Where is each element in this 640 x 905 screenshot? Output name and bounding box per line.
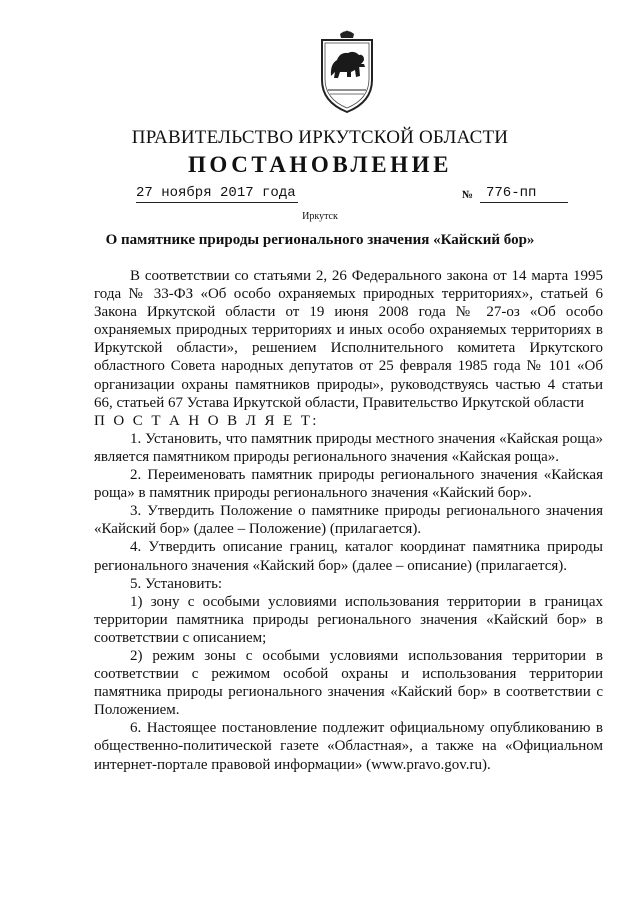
list-item: 1. Установить, что памятник природы местного значения «Кайская роща» является памятником природы регионального значения «Кайская роща». <box>94 430 603 465</box>
document-type: ПОСТАНОВЛЕНИЕ <box>187 152 453 177</box>
resolves-heading: П О С Т А Н О В Л Я Е Т: <box>94 412 319 429</box>
document-date: 27 ноября 2017 года <box>136 185 296 201</box>
government-name: ПРАВИТЕЛЬСТВО ИРКУТСКОЙ ОБЛАСТИ <box>131 127 509 148</box>
city-name: Иркутск <box>302 211 338 222</box>
number-sign: № <box>462 189 474 201</box>
list-item: 6. Настоящее постановление подлежит официальному опубликованию в общественно-политической газете «Областная», а также на «Официальном интернет-портале правовой информации» (www.pravo.gov.ru). <box>94 720 603 773</box>
preamble-paragraph: В соответствии со статьями 2, 26 Федерального закона от 14 марта 1995 года № 33-ФЗ «Об особо охраняемых природных территориях», статьей 6 Закона Иркутской области от 19 июня 2008 года № 27-оз «Об особо охраняемых природных территориях и иных особо охраняемых территориях в Иркутской области», решением Исполнительного комитета Иркутского областного Совета народных депутатов от 25 февраля 1985 года № 101 «Об организации охраны памятников природы», руководствуясь частью 4 статьи 66, статьей 67 Устава Иркутской области, Правительство Иркутской области <box>94 268 603 411</box>
list-item: 3. Утвердить Положение о памятнике природы регионального значения «Кайский бор» (далее – Положение) (прилагается). <box>94 503 603 538</box>
list-item: 1) зону с особыми условиями использования территории в границах территории памятника природы регионального значения «Кайский бор» в соответствии с описанием; <box>94 593 603 646</box>
list-item: 5. Установить: <box>130 575 223 592</box>
coat-of-arms-icon <box>318 28 376 116</box>
list-item: 2) режим зоны с особыми условиями использования территории в соответствии с режимом особой охраны и использования территории памятника природы регионального значения «Кайский бор» в соответствии с Положением. <box>94 647 603 719</box>
list-item: 2. Переименовать памятник природы регионального значения «Кайская роща» в памятник природы регионального значения «Кайский бор». <box>94 467 603 502</box>
document-body <box>94 267 603 774</box>
document-number: 776-пп <box>480 185 568 203</box>
document-title: О памятнике природы регионального значения «Кайский бор» <box>105 232 535 248</box>
list-item: 4. Утвердить описание границ, каталог координат памятника природы регионального значения «Кайский бор» (далее – описание) (прилагается). <box>94 539 603 574</box>
